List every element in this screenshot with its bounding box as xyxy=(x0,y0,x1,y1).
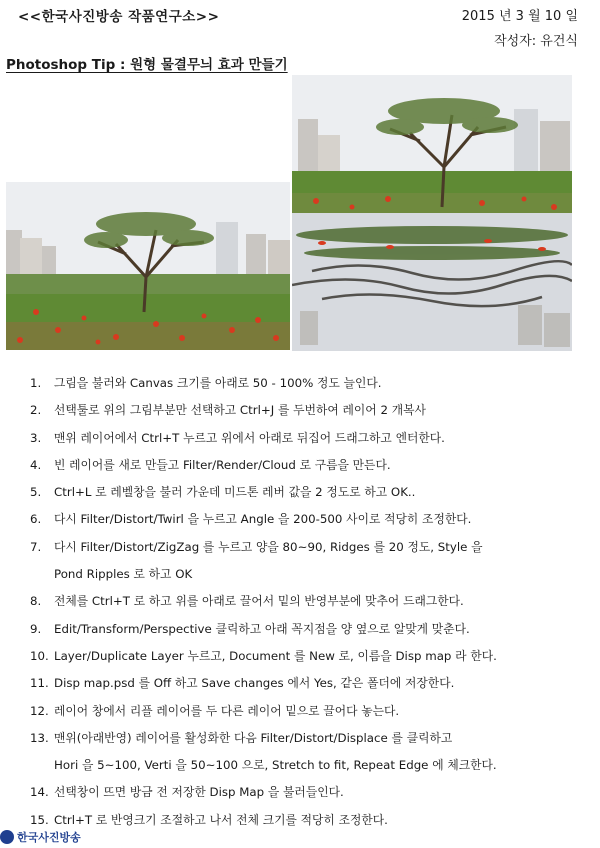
list-item: 11. Disp map.psd 를 Off 하고 Save changes 에서 Yes, 같은 폴더에 저장한다. xyxy=(30,676,455,691)
list-item: 6. 다시 Filter/Distort/Twirl 을 누르고 Angle 을 200-500 사이로 적당히 조정한다. xyxy=(30,512,472,527)
document-date: 2015 년 3 월 10 일 xyxy=(461,9,578,24)
list-item: 1. 그림을 불러와 Canvas 크기를 아래로 50 - 100% 정도 늘인다. xyxy=(30,376,382,390)
ripple-effect-photo xyxy=(292,75,572,351)
watermark-text: 한국사진방송 xyxy=(17,831,81,844)
list-item-continuation: Hori 을 5~100, Verti 을 50~100 으로, Stretch to fit, Repeat Edge 에 체크한다. xyxy=(54,758,497,773)
list-item: 13. 맨위(아래반영) 레이어를 활성화한 다음 Filter/Distort/Displace 를 클릭하고 xyxy=(30,730,453,745)
list-item: 12. 레이어 창에서 리플 레이어를 두 다른 레이어 밑으로 끌어다 놓는다. xyxy=(30,703,400,718)
list-item: 9. Edit/Transform/Perspective 클릭하고 아래 꼭지점을 양 옆으로 알맞게 맞춘다. xyxy=(30,621,470,636)
list-item: 4. 빈 레이어를 새로 만들고 Filter/Render/Cloud 로 구름을 만든다. xyxy=(30,457,391,472)
original-photo xyxy=(6,182,290,350)
list-item: 5. Ctrl+L 로 레벨창을 불러 가운데 미드톤 레버 값을 2 정도로 하고 OK.. xyxy=(30,485,416,500)
watermark xyxy=(0,829,81,845)
instruction-steps xyxy=(30,370,590,834)
author: 작성자: 유건식 xyxy=(494,34,578,49)
page-title: Photoshop Tip : 원형 물결무늬 효과 만들기 xyxy=(6,57,288,73)
list-item: 10. Layer/Duplicate Layer 누르고, Document 를 New 로, 이름을 Disp map 라 한다. xyxy=(30,648,497,663)
broadcast-logo-icon xyxy=(0,830,14,844)
list-item-continuation: Pond Ripples 로 하고 OK xyxy=(54,567,193,582)
list-item: 15. Ctrl+T 로 반영크기 조절하고 나서 전체 크기를 적당히 조정한다. xyxy=(30,812,388,827)
list-item: 7. 다시 Filter/Distort/ZigZag 를 누르고 양을 80~90, Ridges 를 20 정도, Style 을 xyxy=(30,539,483,554)
list-item: 14. 선택창이 뜨면 방금 전 저장한 Disp Map 을 불러들인다. xyxy=(30,785,344,800)
org-name: <<한국사진방송 작품연구소>> xyxy=(18,9,220,25)
list-item: 8. 전체를 Ctrl+T 로 하고 위를 아래로 끌어서 밑의 반영부분에 맞추어 드래그한다. xyxy=(30,594,464,609)
list-item: 3. 맨위 레이어에서 Ctrl+T 누르고 위에서 아래로 뒤집어 드래그하고 엔터한다. xyxy=(30,430,445,445)
list-item: 2. 선택툴로 위의 그림부분만 선택하고 Ctrl+J 를 두번하여 레이어 2 개복사 xyxy=(30,403,426,418)
